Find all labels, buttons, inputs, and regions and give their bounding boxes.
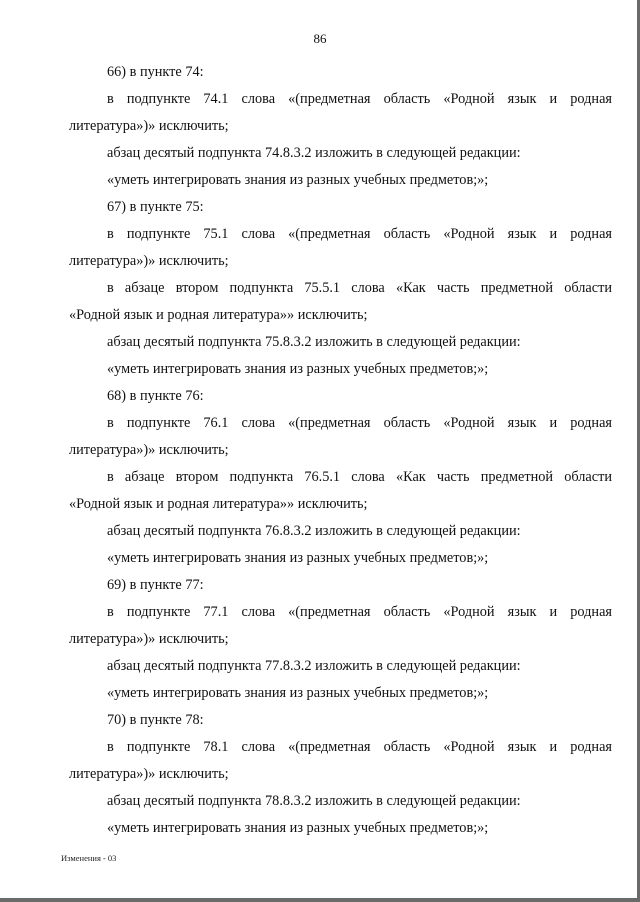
item-66-heading: 66) в пункте 74: [107, 64, 204, 80]
item-70-heading: 70) в пункте 78: [107, 712, 204, 728]
item-67-line-3: в абзаце втором подпункта 75.5.1 слова «Как часть предметной области [107, 280, 612, 296]
item-67-heading: 67) в пункте 75: [107, 199, 204, 215]
item-69-line-1: в подпункте 77.1 слова «(предметная область «Родной язык и родная [107, 604, 612, 620]
item-69-heading: 69) в пункте 77: [107, 577, 204, 593]
footer-revision: Изменения - 03 [61, 853, 117, 863]
item-66-line-3: абзац десятый подпункта 74.8.3.2 изложить в следующей редакции: [107, 145, 521, 161]
item-66-line-2: литература»)» исключить; [69, 118, 229, 134]
item-69-line-3: абзац десятый подпункта 77.8.3.2 изложить в следующей редакции: [107, 658, 521, 674]
item-70-line-4: «уметь интегрировать знания из разных учебных предметов;»; [107, 820, 489, 836]
item-68-line-5: абзац десятый подпункта 76.8.3.2 изложить в следующей редакции: [107, 523, 521, 539]
page-number: 86 [313, 31, 327, 46]
item-68-line-6: «уметь интегрировать знания из разных учебных предметов;»; [107, 550, 489, 566]
item-67-line-4: «Родной язык и родная литература»» исключить; [69, 307, 368, 323]
item-66-line-1: в подпункте 74.1 слова «(предметная область «Родной язык и родная [107, 91, 612, 107]
item-68-line-4: «Родной язык и родная литература»» исключить; [69, 496, 368, 512]
item-67-line-2: литература»)» исключить; [69, 253, 229, 269]
item-70-line-1: в подпункте 78.1 слова «(предметная область «Родной язык и родная [107, 739, 612, 755]
item-70-line-2: литература»)» исключить; [69, 766, 229, 782]
item-68-heading: 68) в пункте 76: [107, 388, 204, 404]
item-68-line-1: в подпункте 76.1 слова «(предметная область «Родной язык и родная [107, 415, 612, 431]
item-67-line-1: в подпункте 75.1 слова «(предметная область «Родной язык и родная [107, 226, 612, 242]
item-67-line-5: абзац десятый подпункта 75.8.3.2 изложить в следующей редакции: [107, 334, 521, 350]
item-69-line-4: «уметь интегрировать знания из разных учебных предметов;»; [107, 685, 489, 701]
item-67-line-6: «уметь интегрировать знания из разных учебных предметов;»; [107, 361, 489, 377]
item-70-line-3: абзац десятый подпункта 78.8.3.2 изложить в следующей редакции: [107, 793, 521, 809]
item-68-line-2: литература»)» исключить; [69, 442, 229, 458]
item-69-line-2: литература»)» исключить; [69, 631, 229, 647]
item-68-line-3: в абзаце втором подпункта 76.5.1 слова «Как часть предметной области [107, 469, 612, 485]
item-66-line-4: «уметь интегрировать знания из разных учебных предметов;»; [107, 172, 489, 188]
